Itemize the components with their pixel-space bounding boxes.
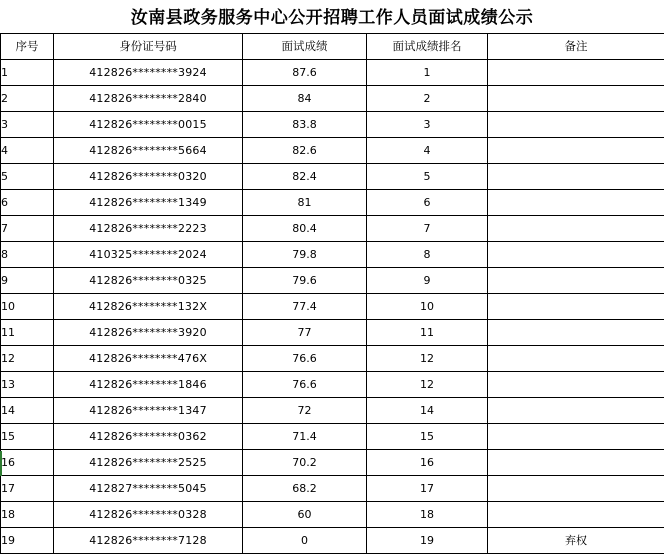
- cell-id-number[interactable]: 412827********5045: [54, 476, 243, 502]
- cell-note[interactable]: [488, 372, 664, 398]
- cell-index[interactable]: 8: [1, 242, 54, 268]
- cell-note[interactable]: [488, 450, 664, 476]
- table-row: [1, 268, 664, 294]
- cell-id-number[interactable]: 412826********0320: [54, 164, 243, 190]
- cell-rank[interactable]: 18: [367, 502, 488, 528]
- cell-note[interactable]: [488, 294, 664, 320]
- cell-score[interactable]: 71.4: [243, 424, 367, 450]
- results-table: [0, 34, 664, 554]
- table-row: [1, 86, 664, 112]
- table-row: [1, 476, 664, 502]
- table-row: [1, 60, 664, 86]
- cell-rank[interactable]: 3: [367, 112, 488, 138]
- cell-index[interactable]: 2: [1, 86, 54, 112]
- table-row: [1, 190, 664, 216]
- cell-note[interactable]: [488, 190, 664, 216]
- cell-id-number[interactable]: 412826********2525: [54, 450, 243, 476]
- cell-index[interactable]: 19: [1, 528, 54, 554]
- cell-id-number[interactable]: 412826********0328: [54, 502, 243, 528]
- cell-rank[interactable]: 11: [367, 320, 488, 346]
- cell-index[interactable]: 9: [1, 268, 54, 294]
- header-cell-score[interactable]: 面试成绩: [243, 34, 367, 60]
- cell-note[interactable]: [488, 242, 664, 268]
- cell-rank[interactable]: 9: [367, 268, 488, 294]
- cell-rank[interactable]: 7: [367, 216, 488, 242]
- cell-index[interactable]: 18: [1, 502, 54, 528]
- cell-rank[interactable]: 12: [367, 372, 488, 398]
- cell-id-number[interactable]: 412826********476X: [54, 346, 243, 372]
- cell-note[interactable]: [488, 320, 664, 346]
- row-selection-marker: [0, 451, 2, 476]
- cell-rank[interactable]: 19: [367, 528, 488, 554]
- cell-note[interactable]: [488, 346, 664, 372]
- table-row: [1, 216, 664, 242]
- cell-rank[interactable]: 16: [367, 450, 488, 476]
- table-row: [1, 398, 664, 424]
- cell-id-number[interactable]: 412826********1347: [54, 398, 243, 424]
- cell-id-number[interactable]: 410325********2024: [54, 242, 243, 268]
- cell-note[interactable]: [488, 268, 664, 294]
- cell-id-number[interactable]: 412826********3920: [54, 320, 243, 346]
- header-cell-id-number[interactable]: 身份证号码: [54, 34, 243, 60]
- cell-score[interactable]: 82.6: [243, 138, 367, 164]
- cell-note[interactable]: [488, 112, 664, 138]
- cell-score[interactable]: 77.4: [243, 294, 367, 320]
- cell-index[interactable]: 4: [1, 138, 54, 164]
- cell-id-number[interactable]: 412826********3924: [54, 60, 243, 86]
- table-row: [1, 112, 664, 138]
- cell-index[interactable]: 1: [1, 60, 54, 86]
- table-row: [1, 294, 664, 320]
- cell-index[interactable]: 17: [1, 476, 54, 502]
- header-cell-rank[interactable]: 面试成绩排名: [367, 34, 488, 60]
- cell-score[interactable]: 84: [243, 86, 367, 112]
- table-body: [1, 60, 664, 554]
- cell-rank[interactable]: 12: [367, 346, 488, 372]
- cell-score[interactable]: 0: [243, 528, 367, 554]
- cell-index[interactable]: 3: [1, 112, 54, 138]
- cell-rank[interactable]: 1: [367, 60, 488, 86]
- header-cell-index[interactable]: 序号: [1, 34, 54, 60]
- cell-id-number[interactable]: 412826********0015: [54, 112, 243, 138]
- header-cell-note[interactable]: 备注: [488, 34, 664, 60]
- cell-rank[interactable]: 5: [367, 164, 488, 190]
- cell-score[interactable]: 77: [243, 320, 367, 346]
- cell-score[interactable]: 80.4: [243, 216, 367, 242]
- header-row: [1, 34, 664, 60]
- cell-index[interactable]: 16: [1, 450, 54, 476]
- table-row: [1, 528, 664, 554]
- cell-rank[interactable]: 10: [367, 294, 488, 320]
- cell-index[interactable]: 6: [1, 190, 54, 216]
- table-row: [1, 164, 664, 190]
- cell-score[interactable]: 72: [243, 398, 367, 424]
- cell-note[interactable]: [488, 216, 664, 242]
- cell-note[interactable]: [488, 138, 664, 164]
- cell-note[interactable]: [488, 424, 664, 450]
- cell-score[interactable]: 87.6: [243, 60, 367, 86]
- cell-note[interactable]: [488, 86, 664, 112]
- table-row: [1, 346, 664, 372]
- cell-rank[interactable]: 6: [367, 190, 488, 216]
- cell-note[interactable]: [488, 60, 664, 86]
- table-row: [1, 424, 664, 450]
- cell-score[interactable]: 60: [243, 502, 367, 528]
- cell-score[interactable]: 79.6: [243, 268, 367, 294]
- cell-index[interactable]: 13: [1, 372, 54, 398]
- table-row: [1, 450, 664, 476]
- cell-id-number[interactable]: 412826********1846: [54, 372, 243, 398]
- cell-note[interactable]: [488, 164, 664, 190]
- cell-score[interactable]: 82.4: [243, 164, 367, 190]
- cell-score[interactable]: 70.2: [243, 450, 367, 476]
- cell-rank[interactable]: 4: [367, 138, 488, 164]
- cell-note[interactable]: [488, 476, 664, 502]
- cell-index[interactable]: 7: [1, 216, 54, 242]
- table-row: [1, 320, 664, 346]
- table-row: [1, 138, 664, 164]
- cell-id-number[interactable]: 412826********5664: [54, 138, 243, 164]
- table-row: [1, 502, 664, 528]
- cell-id-number[interactable]: 412826********2223: [54, 216, 243, 242]
- table-row: [1, 372, 664, 398]
- cell-id-number[interactable]: 412826********0362: [54, 424, 243, 450]
- cell-index[interactable]: 12: [1, 346, 54, 372]
- cell-note[interactable]: [488, 398, 664, 424]
- cell-score[interactable]: 68.2: [243, 476, 367, 502]
- cell-score[interactable]: 79.8: [243, 242, 367, 268]
- cell-index[interactable]: 11: [1, 320, 54, 346]
- table-row: [1, 242, 664, 268]
- cell-rank[interactable]: 8: [367, 242, 488, 268]
- cell-id-number[interactable]: 412826********132X: [54, 294, 243, 320]
- cell-note[interactable]: [488, 502, 664, 528]
- cell-note[interactable]: 弃权: [488, 528, 664, 554]
- cell-rank[interactable]: 14: [367, 398, 488, 424]
- cell-id-number[interactable]: 412826********1349: [54, 190, 243, 216]
- cell-id-number[interactable]: 412826********2840: [54, 86, 243, 112]
- cell-score[interactable]: 76.6: [243, 346, 367, 372]
- cell-index[interactable]: 15: [1, 424, 54, 450]
- cell-index[interactable]: 10: [1, 294, 54, 320]
- cell-rank[interactable]: 15: [367, 424, 488, 450]
- cell-id-number[interactable]: 412826********7128: [54, 528, 243, 554]
- cell-score[interactable]: 83.8: [243, 112, 367, 138]
- cell-rank[interactable]: 17: [367, 476, 488, 502]
- cell-index[interactable]: 5: [1, 164, 54, 190]
- cell-id-number[interactable]: 412826********0325: [54, 268, 243, 294]
- cell-score[interactable]: 76.6: [243, 372, 367, 398]
- cell-rank[interactable]: 2: [367, 86, 488, 112]
- cell-score[interactable]: 81: [243, 190, 367, 216]
- sheet-title[interactable]: 汝南县政务服务中心公开招聘工作人员面试成绩公示: [0, 0, 664, 34]
- cell-index[interactable]: 14: [1, 398, 54, 424]
